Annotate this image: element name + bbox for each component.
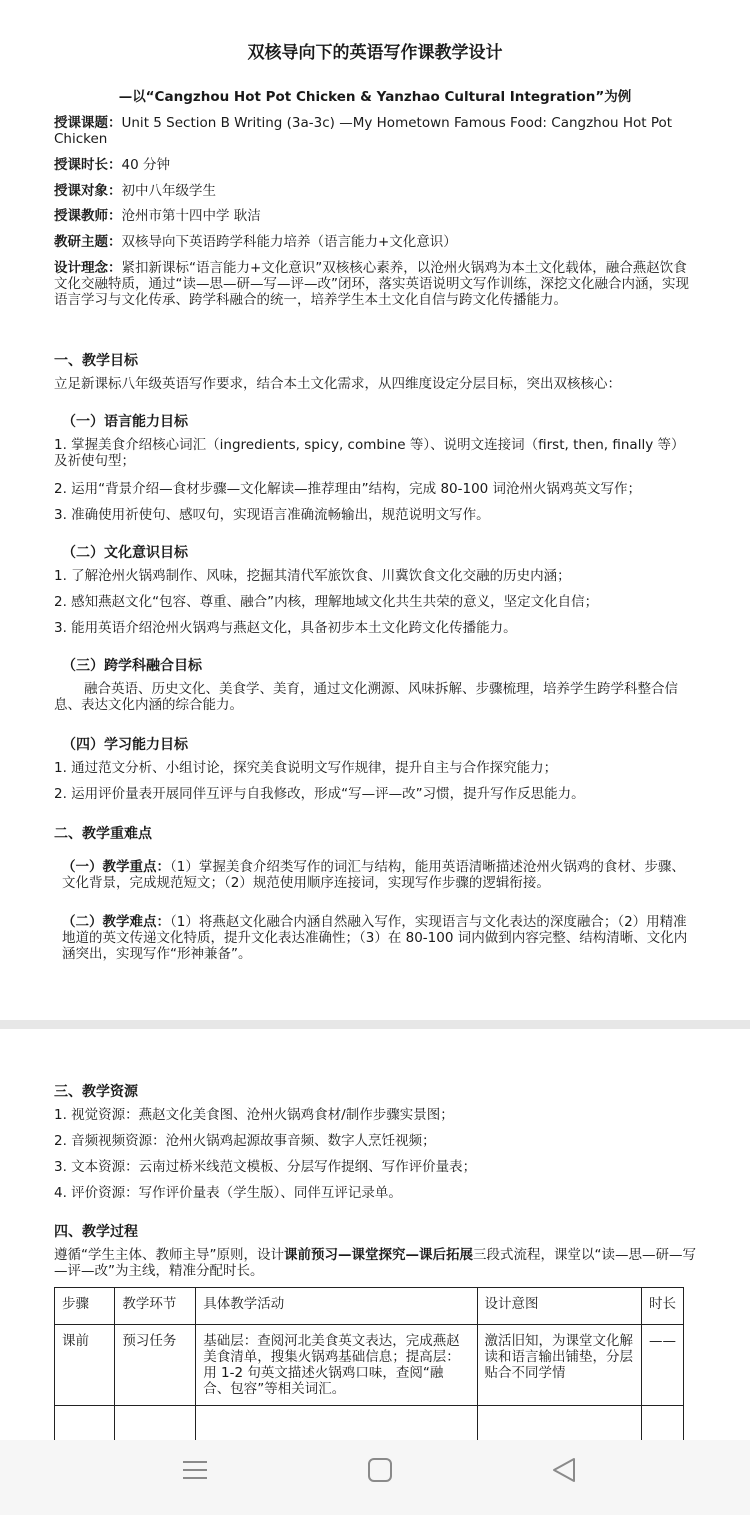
subsection-interdisciplinary-text: 融合英语、历史文化、美食学、美育，通过文化溯源、风味拆解、步骤梳理，培养学生跨学科整合信息、表达文化内涵的综合能力。 [54, 681, 678, 713]
list-item: 4. 评价资源：写作评价量表（学生版）、同伴互评记录单。 [54, 1185, 402, 1201]
subsection-culture-heading: （二）文化意识目标 [62, 545, 188, 561]
document-page-2 [0, 1029, 750, 1440]
section-4-intro: 遵循“学生主体、教师主导”原则，设计课前预习—课堂探究—课后拓展三段式流程，课堂以“读—思—研—写—评—改”为主线，精准分配时长。 [54, 1247, 696, 1279]
info-theme: 教研主题：双核导向下英语跨学科能力培养（语言能力+文化意识） [54, 234, 457, 250]
table-cell-duration: —— [641, 1325, 683, 1406]
list-item: 1. 通过范文分析、小组讨论，探究美食说明文写作规律，提升自主与合作探究能力； [54, 760, 558, 776]
teaching-key-points: （一）教学重点：（1）掌握美食介绍类写作的词汇与结构，能用英语清晰描述沧州火锅鸡的食材、步骤、文化背景，完成规范短文；（2）规范使用顺序连接词，实现写作步骤的逻辑衔接。 [62, 859, 685, 891]
list-item: 3. 文本资源：云南过桥米线范文模板、分层写作提纲、写作评价量表； [54, 1159, 477, 1175]
info-audience: 授课对象：初中八年级学生 [54, 183, 216, 199]
section-3-heading: 三、教学资源 [54, 1084, 138, 1100]
list-item: 2. 运用“背景介绍—食材步骤—文化解读—推荐理由”结构，完成 80-100 词沧州火锅鸡英文写作； [54, 481, 642, 497]
subsection-interdisciplinary-heading: （三）跨学科融合目标 [62, 658, 202, 674]
section-2-heading: 二、教学重难点 [54, 826, 152, 842]
section-1-intro: 立足新课标八年级英语写作要求，结合本土文化需求，从四维度设定分层目标，突出双核核心： [54, 376, 621, 392]
table-row [55, 1406, 684, 1441]
teaching-difficulties: （二）教学难点：（1）将燕赵文化融合内涵自然融入写作，实现语言与文化表达的深度融合；（2）用精准地道的英文传递文化特质，提升文化表达准确性；（3）在 80-100 词内做到内容完整、结构清晰、文化内涵突出，实现写作“形神兼备”。 [62, 914, 688, 962]
document-title: 双核导向下的英语写作课教学设计 [247, 43, 503, 63]
subsection-language-heading: （一）语言能力目标 [62, 414, 188, 430]
list-item: 1. 了解沧州火锅鸡制作、风味，挖掘其清代军旅饮食、川冀饮食文化交融的历史内涵； [54, 568, 571, 584]
system-navigation-bar [0, 1440, 750, 1515]
teaching-process-table [54, 1287, 684, 1440]
info-teacher: 授课教师：沧州市第十四中学 耿洁 [54, 208, 261, 224]
info-topic: 授课课题：Unit 5 Section B Writing (3a-3c) —My Hometown Famous Food: Cangzhou Hot Pot Chicken [54, 115, 673, 147]
section-4-heading: 四、教学过程 [54, 1224, 138, 1240]
list-item: 2. 感知燕赵文化“包容、尊重、融合”内核，理解地域文化共生共荣的意义，坚定文化自信； [54, 594, 599, 610]
table-header-cell: 具体教学活动 [196, 1288, 477, 1325]
table-header-cell: 教学环节 [115, 1288, 196, 1325]
menu-icon[interactable] [181, 1456, 209, 1484]
list-item: 3. 能用英语介绍沧州火锅鸡与燕赵文化，具备初步本土文化跨文化传播能力。 [54, 620, 517, 636]
table-header-cell: 时长 [641, 1288, 683, 1325]
table-cell-activity: 基础层：查阅河北美食英文表达，完成燕赵美食清单，搜集火锅鸡基础信息；提高层：用 1-2 句英文描述火锅鸡口味，查阅“融合、包容”等相关词汇。 [196, 1325, 477, 1406]
home-icon[interactable] [366, 1456, 394, 1484]
page-separator [0, 1020, 750, 1029]
section-1-heading: 一、教学目标 [54, 353, 138, 369]
list-item: 3. 准确使用祈使句、感叹句，实现语言准确流畅输出，规范说明文写作。 [54, 507, 490, 523]
table-header-cell: 步骤 [55, 1288, 115, 1325]
table-cell-stage: 预习任务 [115, 1325, 196, 1406]
table-header-row [55, 1288, 684, 1325]
table-header-cell: 设计意图 [477, 1288, 641, 1325]
table-row [55, 1325, 684, 1406]
info-duration: 授课时长：40 分钟 [54, 157, 170, 173]
table-cell-step: 课前 [55, 1325, 115, 1406]
list-item: 1. 视觉资源：燕赵文化美食图、沧州火锅鸡食材/制作步骤实景图； [54, 1107, 454, 1123]
list-item: 1. 掌握美食介绍核心词汇（ingredients, spicy, combine 等）、说明文连接词（first, then, finally 等）及祈使句型； [54, 437, 685, 469]
document-subtitle: —以“Cangzhou Hot Pot Chicken & Yanzhao Cultural Integration”为例 [118, 89, 632, 105]
list-item: 2. 运用评价量表开展同伴互评与自我修改，形成“写—评—改”习惯，提升写作反思能力。 [54, 786, 585, 802]
info-design-concept: 设计理念：紧扣新课标“语言能力+文化意识”双核核心素养，以沧州火锅鸡为本土文化载体，融合燕赵饮食文化交融特质，通过“读—思—研—写—评—改”闭环，落实英语说明文写作训练，深挖文化融合内涵，实现语言学习与文化传承、跨学科融合的统一，培养学生本土文化自信与跨文化传播能力。 [54, 260, 689, 308]
table-cell-intent: 激活旧知，为课堂文化解读和语言输出铺垫，分层贴合不同学情 [477, 1325, 641, 1406]
list-item: 2. 音频视频资源：沧州火锅鸡起源故事音频、数字人烹饪视频； [54, 1133, 436, 1149]
subsection-learning-heading: （四）学习能力目标 [62, 737, 188, 753]
back-icon[interactable] [550, 1456, 578, 1484]
